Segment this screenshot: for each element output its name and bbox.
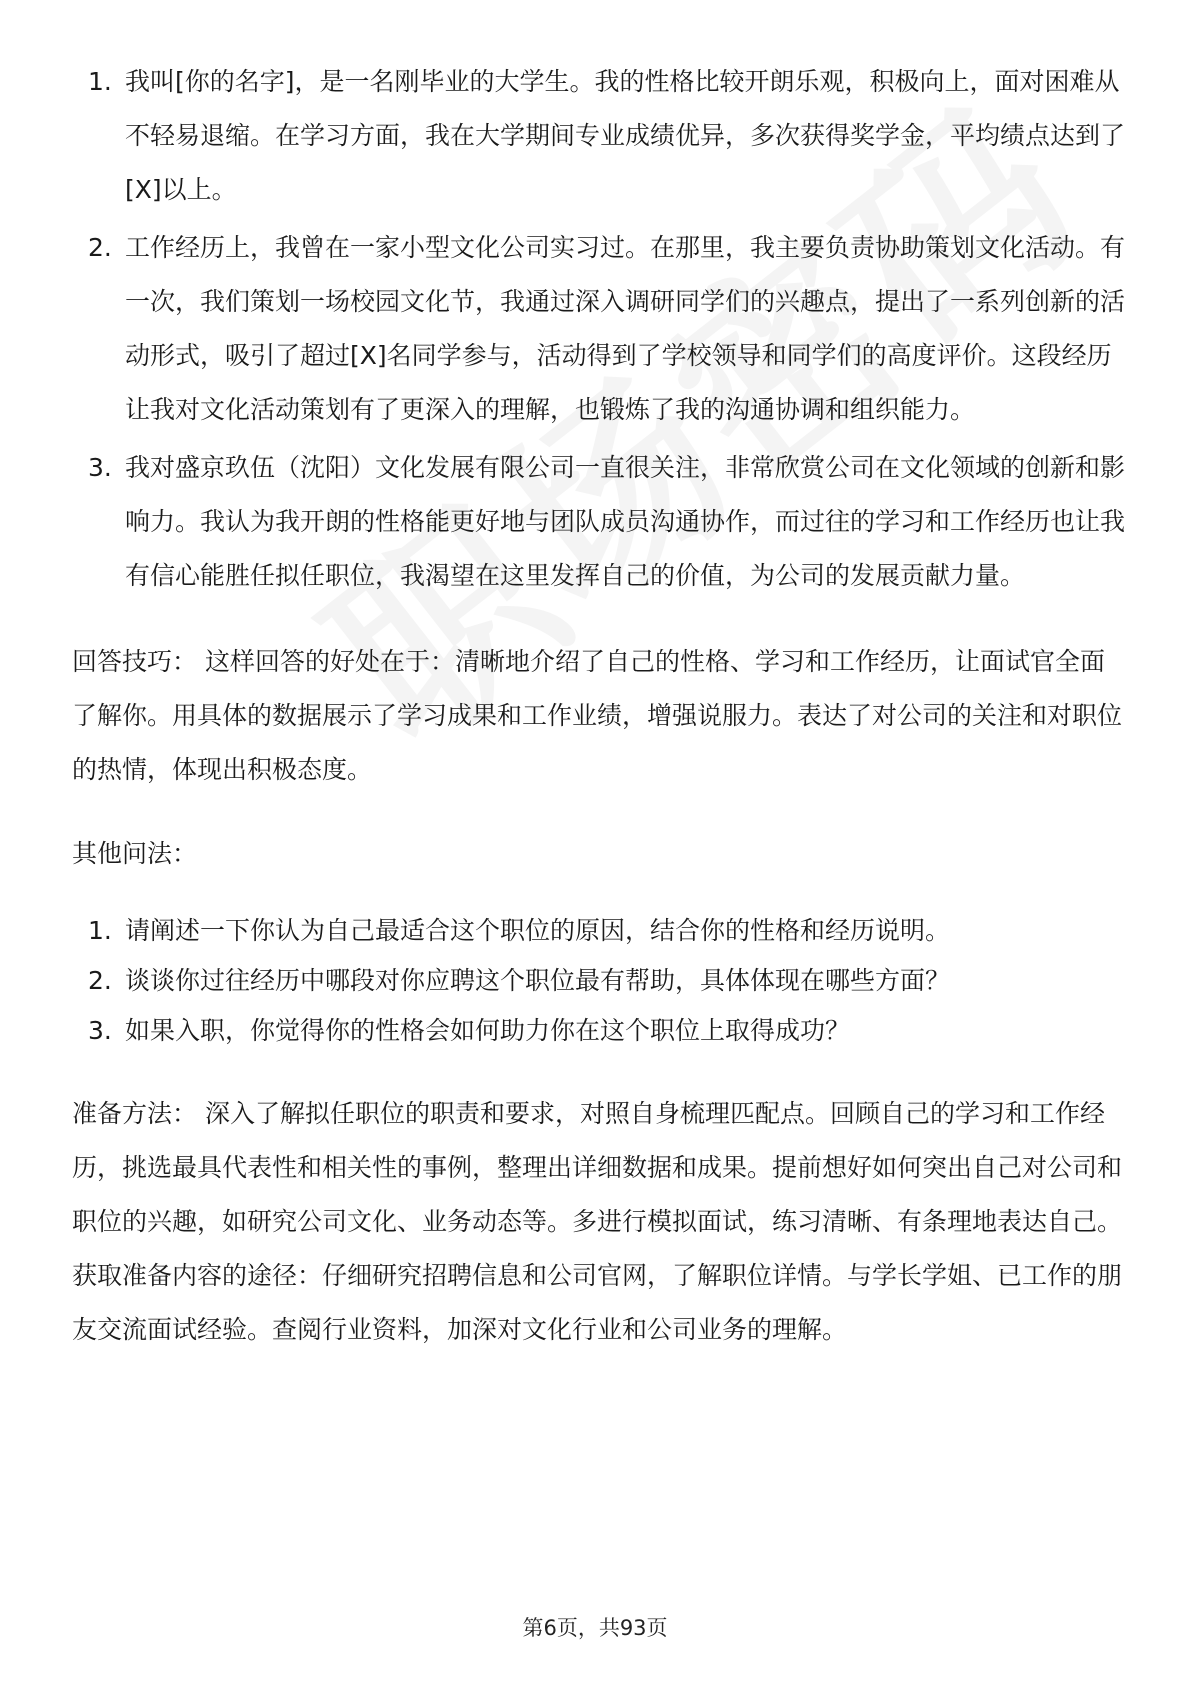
answer-item xyxy=(72,441,1125,603)
other-questions-heading: 其他问法： xyxy=(72,839,198,868)
answer-item-text: 工作经历上，我曾在一家小型文化公司实习过。在那里，我主要负责协助策划文化活动。有一次，我们策划一场校园文化节，我通过深入调研同学们的兴趣点，提出了一系列创新的活动形式，吸引了超过[X]名同学参与，活动得到了学校领导和同学们的高度评价。这段经历让我对文化活动策划有了更深入的理解，也锻炼了我的沟通协调和组织能力。 xyxy=(125,233,1126,424)
question-text: 如果入职，你觉得你的性格会如何助力你在这个职位上取得成功？ xyxy=(125,1016,851,1045)
question-text: 谈谈你过往经历中哪段对你应聘这个职位最有帮助，具体体现在哪些方面？ xyxy=(125,966,951,995)
answer-item-number: 2. xyxy=(88,233,112,262)
answer-item-number: 3. xyxy=(88,453,112,482)
question-text: 请阐述一下你认为自己最适合这个职位的原因，结合你的性格和经历说明。 xyxy=(125,916,951,945)
page-number-footer: 第6页，共93页 xyxy=(522,1616,668,1640)
answer-item-number: 1. xyxy=(88,67,112,96)
answer-item-text: 我对盛京玖伍（沈阳）文化发展有限公司一直很关注，非常欣赏公司在文化领域的创新和影响力。我认为我开朗的性格能更好地与团队成员沟通协作，而过往的学习和工作经历也让我有信心能胜任拟任职位，我渴望在这里发挥自己的价值，为公司的发展贡献力量。 xyxy=(125,453,1126,590)
answer-item-text: 我叫[你的名字]，是一名刚毕业的大学生。我的性格比较开朗乐观，积极向上，面对困难从不轻易退缩。在学习方面，我在大学期间专业成绩优异，多次获得奖学金，平均绩点达到了[X]以上。 xyxy=(125,67,1126,204)
preparation-method: 准备方法： 深入了解拟任职位的职责和要求，对照自身梳理匹配点。回顾自己的学习和工作经历，挑选最具代表性和相关性的事例，整理出详细数据和成果。提前想好如何突出自己对公司和职位的兴趣，如研究公司文化、业务动态等。多进行模拟面试，练习清晰、有条理地表达自己。获取准备内容的途径：仔细研究招聘信息和公司官网，了解职位详情。与学长学姐、已工作的朋友交流面试经验。查阅行业资料，加深对文化行业和公司业务的理解。 xyxy=(72,1099,1123,1344)
answer-item xyxy=(72,55,1125,217)
other-questions-list xyxy=(72,907,1122,1055)
question-item xyxy=(72,1007,1122,1055)
answer-item xyxy=(72,221,1125,437)
question-number: 1. xyxy=(88,916,112,945)
question-item xyxy=(72,907,1122,955)
answer-tips: 回答技巧： 这样回答的好处在于：清晰地介绍了自己的性格、学习和工作经历，让面试官全面了解你。用具体的数据展示了学习成果和工作业绩，增强说服力。表达了对公司的关注和对职位的热情，体现出积极态度。 xyxy=(72,647,1123,784)
answer-list xyxy=(72,55,1126,603)
content xyxy=(72,55,1126,1357)
question-item xyxy=(72,957,1122,1005)
question-number: 3. xyxy=(88,1016,112,1045)
question-number: 2. xyxy=(88,966,112,995)
